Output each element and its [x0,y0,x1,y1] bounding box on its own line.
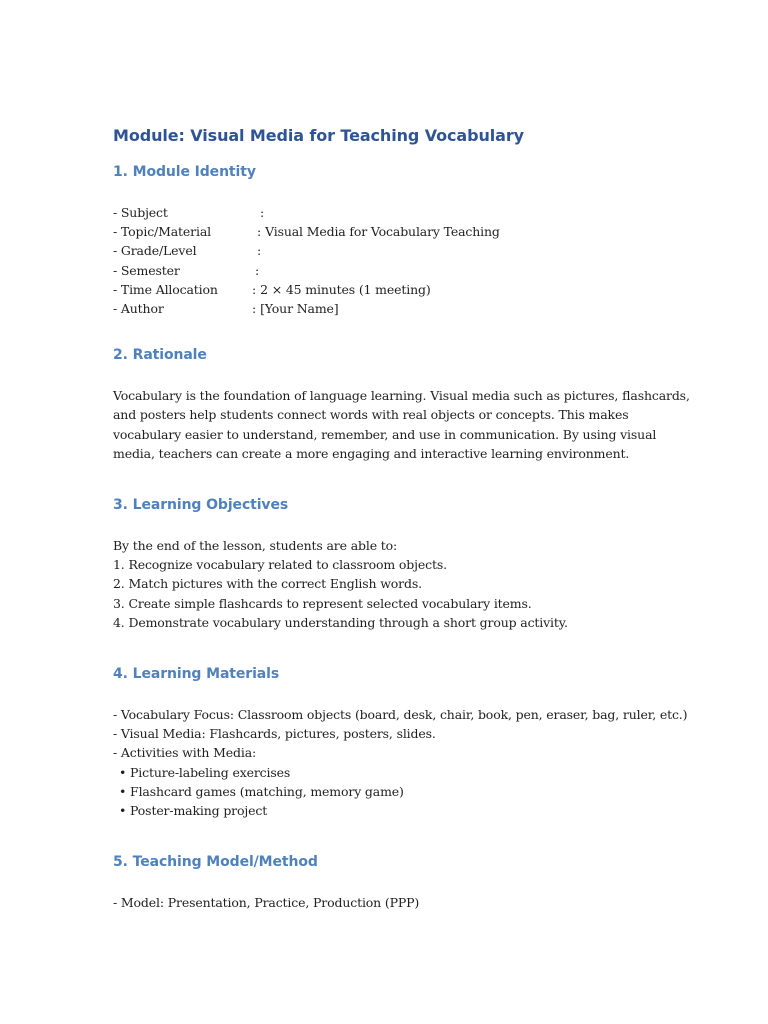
identity-separator: : [260,205,265,220]
method-item: - Model: Presentation, Practice, Production (PPP) [113,895,420,911]
identity-row-grade [113,241,673,260]
material-subitem: • Picture-labeling exercises [119,764,291,780]
identity-separator: : [257,224,262,240]
learning-objectives-list [113,536,673,632]
identity-label: - Topic/Material [113,224,211,240]
section-heading-rationale: 2. Rationale [113,347,207,364]
document-title: Module: Visual Media for Teaching Vocabulary [113,126,524,145]
section-heading-learning-materials: 4. Learning Materials [113,666,280,683]
learning-materials-list [113,705,688,820]
material-item: - Vocabulary Focus: Classroom objects (board, desk, chair, book, pen, eraser, bag, ruler, etc.) [113,707,688,723]
identity-separator: : [252,301,257,317]
rationale-line: and posters help students connect words with real objects or concepts. This makes [113,407,629,423]
objective-item: 2. Match pictures with the correct English words. [113,576,422,592]
identity-label: - Time Allocation [113,281,218,297]
rationale-line: vocabulary easier to understand, remember, and use in communication. By using visual [113,426,657,442]
identity-label: - Author [113,301,164,317]
objective-item: 3. Create simple flashcards to represent selected vocabulary items. [113,595,532,611]
teaching-method-list [113,893,673,912]
document-content [113,126,690,942]
identity-separator: : [255,262,260,278]
identity-row-author [113,299,673,318]
identity-row-topic [113,222,673,241]
identity-row-semester [113,261,673,280]
identity-row-time [113,280,673,299]
identity-row-subject [113,203,673,222]
objective-item: 4. Demonstrate vocabulary understanding through a short group activity. [113,614,568,630]
material-item: - Activities with Media: [113,745,257,761]
rationale-line: media, teachers can create a more engaging and interactive learning environment. [113,445,630,461]
identity-separator: : [257,243,262,259]
material-subitem: • Poster-making project [119,803,268,819]
material-subitem: • Flashcard games (matching, memory game) [119,783,404,799]
identity-label: - Grade/Level [113,243,197,259]
section-heading-learning-objectives: 3. Learning Objectives [113,497,289,514]
material-item: - Visual Media: Flashcards, pictures, posters, slides. [113,726,436,742]
section-heading-module-identity: 1. Module Identity [113,164,256,180]
identity-separator: : [252,281,257,297]
identity-value: [Your Name] [260,301,339,317]
rationale-paragraph [113,386,690,463]
section-heading-teaching-method: 5. Teaching Model/Method [113,854,318,871]
identity-value: 2 × 45 minutes (1 meeting) [260,281,431,297]
identity-value: Visual Media for Vocabulary Teaching [265,224,500,240]
objective-item: 1. Recognize vocabulary related to classroom objects. [113,557,447,573]
identity-label: - Semester [113,262,180,278]
rationale-line: Vocabulary is the foundation of language learning. Visual media such as pictures, flashcards, [113,388,690,404]
objectives-intro: By the end of the lesson, students are able to: [113,538,398,554]
identity-label: - Subject [113,205,168,220]
module-identity-list [113,203,673,318]
